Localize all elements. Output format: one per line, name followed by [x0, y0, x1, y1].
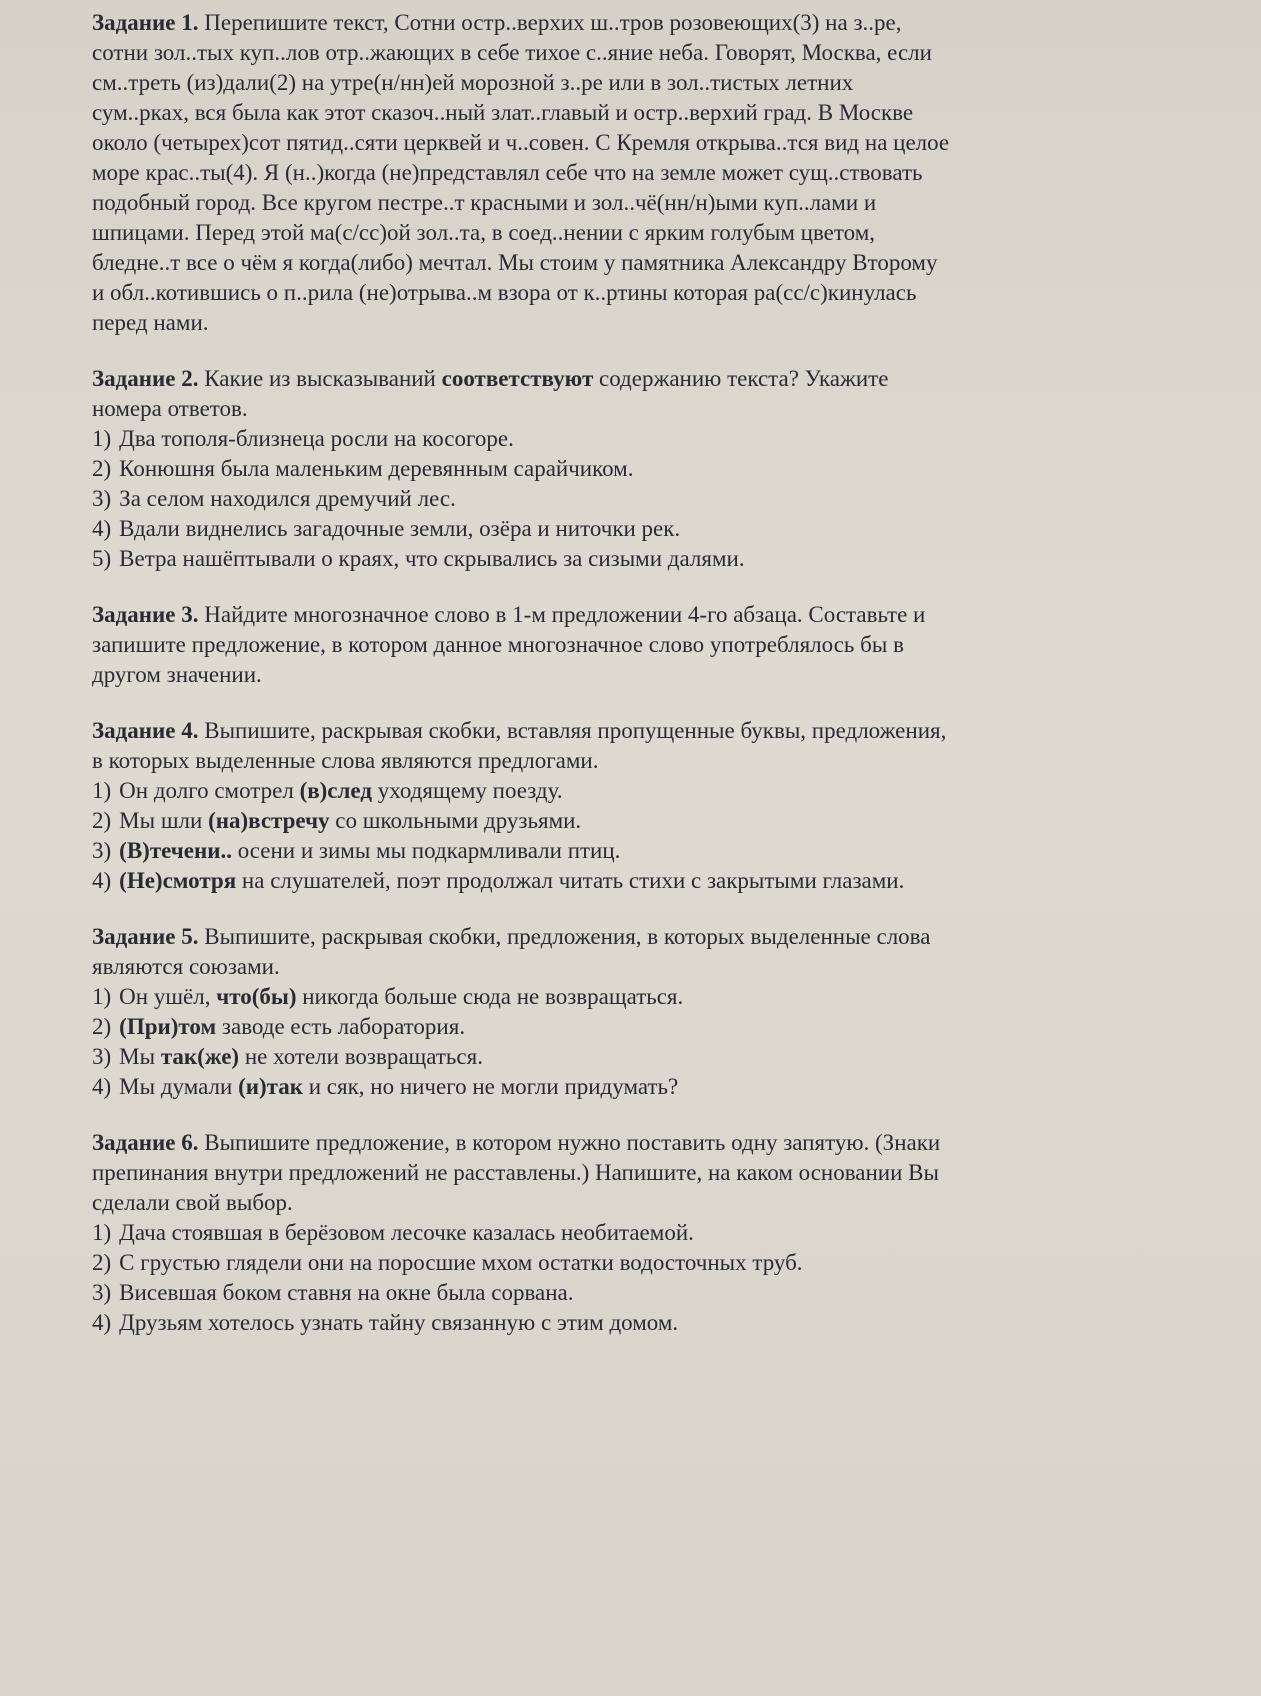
task-1-line: бледне..т все о чём я когда(либо) мечтал. Мы стоим у памятника Александру Второму [92, 250, 938, 275]
list-item: 4) Мы думали (и)так и сяк, но ничего не могли придумать? [92, 1074, 679, 1099]
task-4-title: Задание 4. [92, 718, 199, 743]
task-1-line: шпицами. Перед этой ма(с/сс)ой зол..та, в соед..нении с ярким голубым цветом, [92, 220, 875, 245]
task-2-keyword: соответствуют [441, 366, 594, 391]
task-1-line: Задание 1. Перепишите текст, Сотни остр..верхих ш..тров розовеющих(3) на з..ре, [92, 10, 902, 35]
worksheet-content [92, 8, 1222, 1364]
list-item: 1) Он ушёл, что(бы) никогда больше сюда не возвращаться. [92, 984, 684, 1009]
task-6-title: Задание 6. [92, 1130, 199, 1155]
task-1-line: подобный город. Все кругом пестре..т красными и зол..чё(нн/н)ыми куп..лами и [92, 190, 877, 215]
task-6-options [92, 1218, 1222, 1338]
task-1-line: сум..рках, вся была как этот сказоч..ный злат..главый и остр..верхий град. В Москве [92, 100, 914, 125]
list-item: 4) (Не)смотря на слушателей, поэт продолжал читать стихи с закрытыми глазами. [92, 868, 905, 893]
task-3-title: Задание 3. [92, 602, 199, 627]
task-4 [92, 716, 1222, 896]
task-2-title: Задание 2. [92, 366, 199, 391]
task-1-line: море крас..ты(4). Я (н..)когда (не)представлял себе что на земле может сущ..ствовать [92, 160, 923, 185]
task-2-options [92, 424, 1222, 574]
task-5 [92, 922, 1222, 1102]
list-item: 3) (В)течени.. осени и зимы мы подкармливали птиц. [92, 838, 621, 863]
task-1-line: сотни зол..тых куп..лов отр..жающих в себе тихое с..яние неба. Говорят, Москва, если [92, 40, 932, 65]
task-2 [92, 364, 1222, 574]
task-4-options [92, 776, 1222, 896]
task-1-line: перед нами. [92, 310, 209, 335]
task-6 [92, 1128, 1222, 1338]
list-item: 4) Вдали виднелись загадочные земли, озёра и ниточки рек. [92, 516, 681, 541]
task-1-text [92, 8, 1222, 338]
task-5-question: Задание 5. Выпишите, раскрывая скобки, предложения, в которых выделенные слова являются союзами. [92, 924, 931, 979]
list-item: 2) (При)том заводе есть лаборатория. [92, 1014, 466, 1039]
task-5-options [92, 982, 1222, 1102]
task-1-title: Задание 1. [92, 10, 199, 35]
list-item: 1) Два тополя-близнеца росли на косогоре. [92, 426, 514, 451]
list-item: 4) Друзьям хотелось узнать тайну связанную с этим домом. [92, 1310, 679, 1335]
task-4-question: Задание 4. Выпишите, раскрывая скобки, вставляя пропущенные буквы, предложения, в которых выделенные слова являются предлогами. [92, 718, 947, 773]
list-item: 1) Дача стоявшая в берёзовом лесочке казалась необитаемой. [92, 1220, 694, 1245]
task-5-title: Задание 5. [92, 924, 199, 949]
list-item: 2) Конюшня была маленьким деревянным сарайчиком. [92, 456, 634, 481]
task-2-question: Задание 2. Какие из высказываний соответствуют содержанию текста? Укажите номера ответов. [92, 366, 889, 421]
list-item: 3) Висевшая боком ставня на окне была сорвана. [92, 1280, 574, 1305]
list-item: 2) С грустью глядели они на поросшие мхом остатки водосточных труб. [92, 1250, 803, 1275]
task-3-text: Задание 3. Найдите многозначное слово в 1-м предложении 4-го абзаца. Составьте и запишите предложение, в котором данное многозначное слово употреблялось бы в другом значении. [92, 602, 926, 687]
task-3 [92, 600, 1222, 690]
task-1 [92, 8, 1222, 338]
task-1-line: см..треть (из)дали(2) на утре(н/нн)ей морозной з..ре или в зол..тистых летних [92, 70, 854, 95]
list-item: 3) За селом находился дремучий лес. [92, 486, 456, 511]
task-1-line: около (четырех)сот пятид..сяти церквей и ч..совен. С Кремля открыва..тся вид на целое [92, 130, 950, 155]
task-6-question: Задание 6. Выпишите предложение, в котором нужно поставить одну запятую. (Знаки препинания внутри предложений не расставлены.) Напишите, на каком основании Вы сделали свой выбор. [92, 1130, 941, 1215]
list-item: 2) Мы шли (на)встречу со школьными друзьями. [92, 808, 582, 833]
list-item: 3) Мы так(же) не хотели возвращаться. [92, 1044, 483, 1069]
list-item: 5) Ветра нашёптывали о краях, что скрывались за сизыми далями. [92, 546, 745, 571]
list-item: 1) Он долго смотрел (в)след уходящему поезду. [92, 778, 563, 803]
task-1-line: и обл..котившись о п..рила (не)отрыва..м взора от к..ртины которая ра(сс/с)кинулась [92, 280, 917, 305]
